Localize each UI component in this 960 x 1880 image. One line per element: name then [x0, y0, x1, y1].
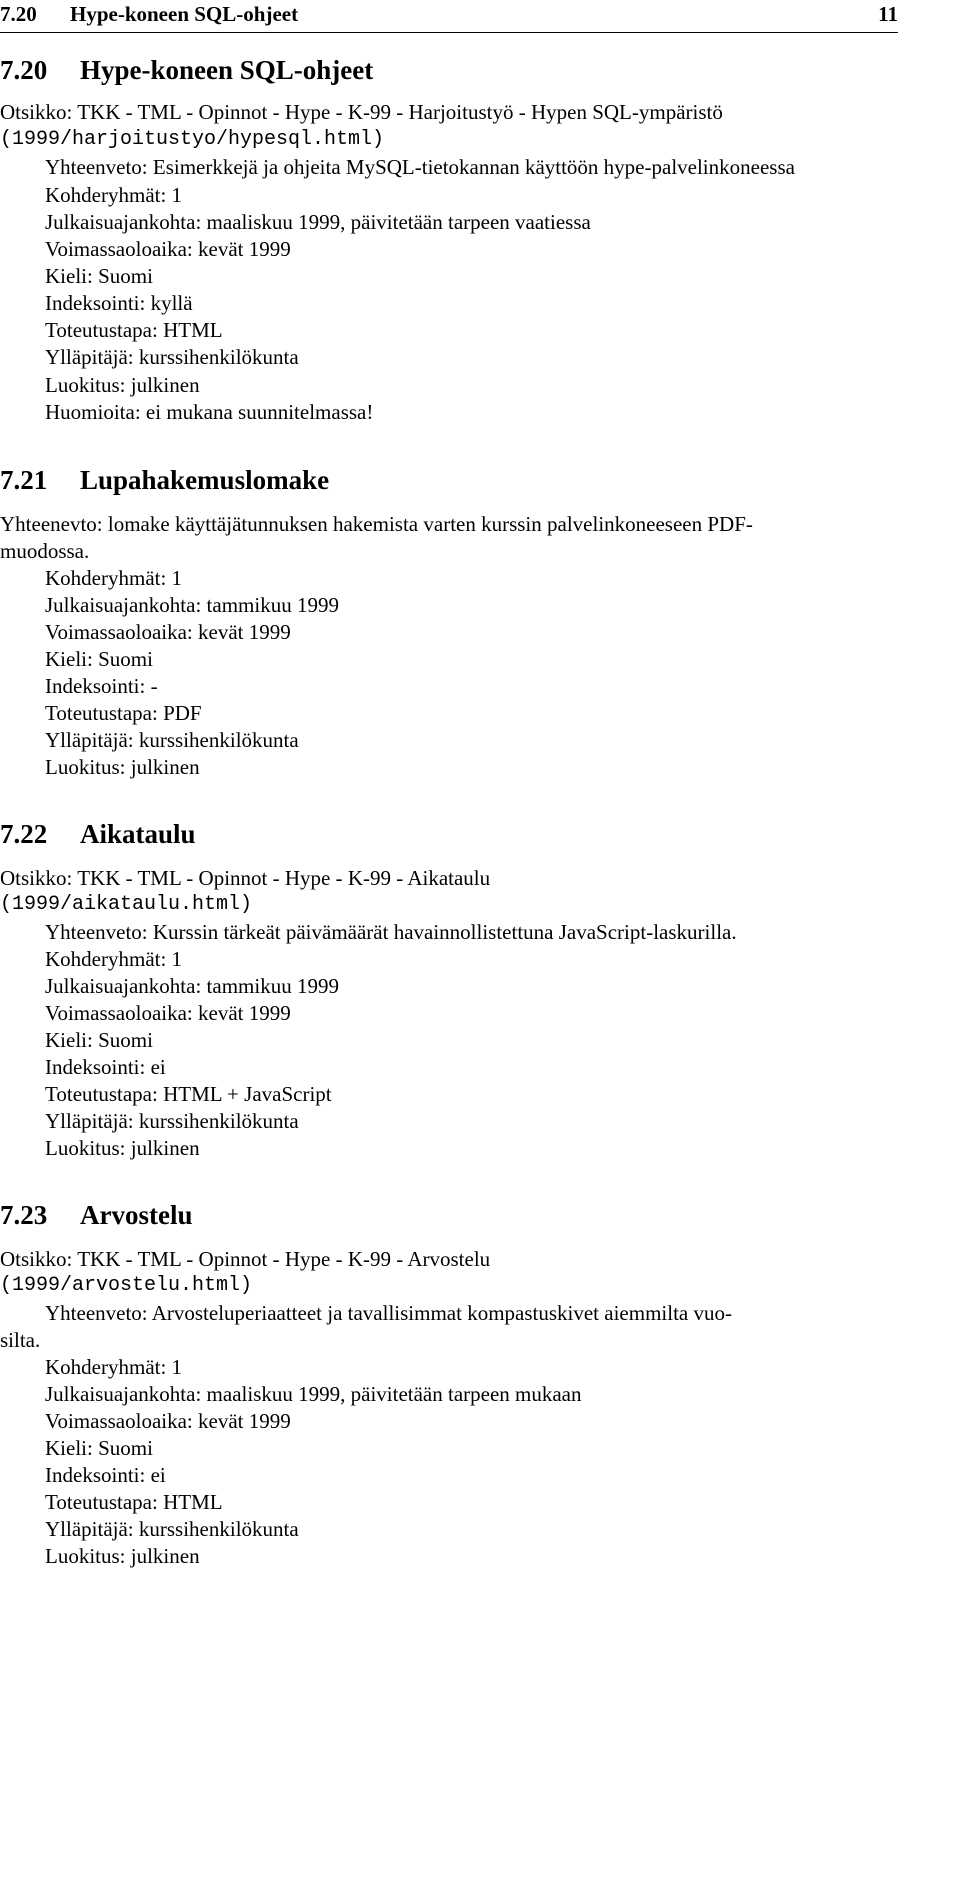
entry-summary-cont: muodossa. [0, 539, 90, 563]
entry-summary: Yhteenevto: lomake käyttäjätunnuksen hakemista varten kurssin palvelinkoneeseen PDF- [0, 512, 753, 536]
entry-field: Kieli: Suomi [45, 1436, 153, 1460]
entry-field: Julkaisuajankohta: tammikuu 1999 [45, 974, 339, 998]
header-section-title: Hype-koneen SQL-ohjeet [70, 2, 299, 26]
entry-field: Kohderyhmät: 1 [45, 566, 183, 590]
entry-field: Ylläpitäjä: kurssihenkilökunta [45, 345, 299, 369]
entry-field: Indeksointi: kyllä [45, 291, 193, 315]
section-heading [0, 1198, 192, 1232]
entry-field: Voimassaoloaika: kevät 1999 [45, 1001, 291, 1025]
entry-title: Otsikko: TKK - TML - Opinnot - Hype - K-99 - Arvostelu [0, 1247, 491, 1271]
header-section-number: 7.20 [0, 2, 37, 26]
page-number: 11 [878, 2, 898, 26]
entry-field: Toteutustapa: HTML [45, 318, 223, 342]
entry-path: (1999/arvostelu.html) [0, 1274, 253, 1297]
entry-field: Kieli: Suomi [45, 1028, 153, 1052]
section-title: Arvostelu [80, 1200, 193, 1230]
entry-field: Toteutustapa: PDF [45, 701, 202, 725]
section-title: Aikataulu [80, 819, 196, 849]
entry-field: Luokitus: julkinen [45, 373, 200, 397]
entry-field: Voimassaoloaika: kevät 1999 [45, 620, 291, 644]
section-title: Lupahakemuslomake [80, 465, 330, 495]
entry-field: Kieli: Suomi [45, 264, 153, 288]
section-number: 7.22 [0, 819, 48, 849]
section-number: 7.21 [0, 465, 48, 495]
entry-field: Julkaisuajankohta: maaliskuu 1999, päivitetään tarpeen mukaan [45, 1382, 582, 1406]
entry-field: Indeksointi: - [45, 674, 158, 698]
entry-field: Voimassaoloaika: kevät 1999 [45, 237, 291, 261]
entry-field: Toteutustapa: HTML [45, 1490, 223, 1514]
section-title: Hype-koneen SQL-ohjeet [80, 55, 374, 85]
entry-summary: Yhteenveto: Esimerkkejä ja ohjeita MySQL-tietokannan käyttöön hype-palvelinkoneessa [45, 155, 795, 179]
entry-field: Ylläpitäjä: kurssihenkilökunta [45, 728, 299, 752]
entry-field: Luokitus: julkinen [45, 755, 200, 779]
entry-field: Luokitus: julkinen [45, 1544, 200, 1568]
entry-field: Indeksointi: ei [45, 1055, 166, 1079]
entry-note: Huomioita: ei mukana suunnitelmassa! [45, 400, 374, 424]
entry-field: Kieli: Suomi [45, 647, 153, 671]
entry-field: Kohderyhmät: 1 [45, 1355, 183, 1379]
entry-path: (1999/harjoitustyo/hypesql.html) [0, 128, 385, 151]
entry-field: Ylläpitäjä: kurssihenkilökunta [45, 1517, 299, 1541]
entry-field: Kohderyhmät: 1 [45, 947, 183, 971]
entry-field: Voimassaoloaika: kevät 1999 [45, 1409, 291, 1433]
running-header [0, 0, 898, 33]
entry-summary-cont: silta. [0, 1328, 41, 1352]
entry-field: Toteutustapa: HTML + JavaScript [45, 1082, 332, 1106]
entry-field: Indeksointi: ei [45, 1463, 166, 1487]
entry-title: Otsikko: TKK - TML - Opinnot - Hype - K-99 - Harjoitustyö - Hypen SQL-ympäristö [0, 100, 723, 124]
entry-field: Kohderyhmät: 1 [45, 183, 183, 207]
section-heading [0, 817, 196, 851]
entry-field: Luokitus: julkinen [45, 1136, 200, 1160]
entry-summary: Yhteenveto: Arvosteluperiaatteet ja tavallisimmat kompastuskivet aiemmilta vuo- [45, 1301, 732, 1325]
section-number: 7.20 [0, 55, 48, 85]
section-number: 7.23 [0, 1200, 48, 1230]
entry-field: Julkaisuajankohta: tammikuu 1999 [45, 593, 339, 617]
entry-title: Otsikko: TKK - TML - Opinnot - Hype - K-99 - Aikataulu [0, 866, 491, 890]
section-heading [0, 463, 329, 497]
entry-summary: Yhteenveto: Kurssin tärkeät päivämäärät havainnollistettuna JavaScript-laskurilla. [45, 920, 737, 944]
entry-field: Ylläpitäjä: kurssihenkilökunta [45, 1109, 299, 1133]
entry-field: Julkaisuajankohta: maaliskuu 1999, päivitetään tarpeen vaatiessa [45, 210, 591, 234]
entry-path: (1999/aikataulu.html) [0, 893, 253, 916]
section-heading [0, 53, 373, 87]
